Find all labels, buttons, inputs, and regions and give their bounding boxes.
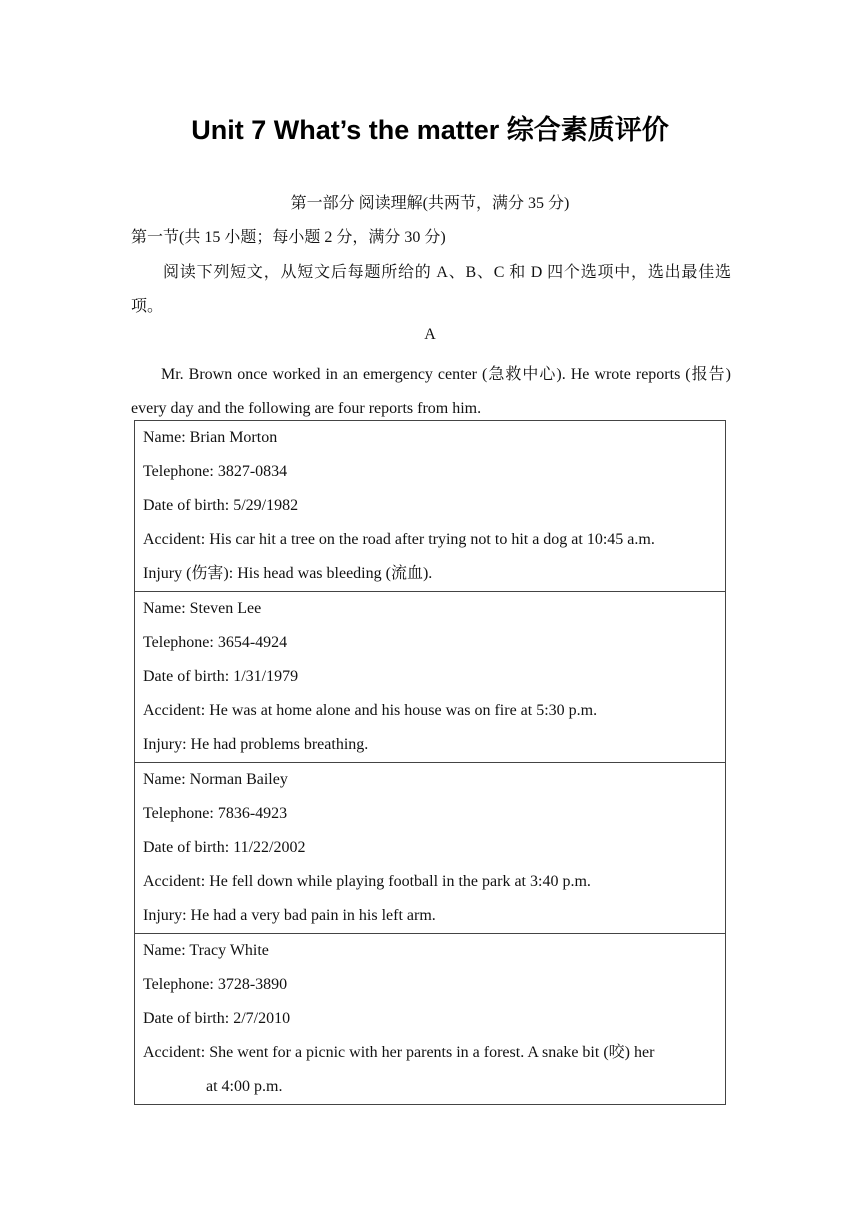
report-accident: Accident: He was at home alone and his house was on fire at 5:30 p.m. [143, 702, 598, 719]
report-name: Name: Norman Bailey [143, 771, 288, 788]
reading-instruction: 阅读下列短文，从短文后每题所给的 A、B、C 和 D 四个选项中，选出最佳选项。 [131, 264, 731, 315]
report-row [135, 592, 726, 763]
report-accident: Accident: He fell down while playing football in the park at 3:40 p.m. [143, 873, 591, 890]
report-cell-norman-bailey [135, 763, 726, 934]
section-heading: 第一节(共 15 小题；每小题 2 分，满分 30 分) [131, 229, 446, 246]
passage-intro: Mr. Brown once worked in an emergency center (急救中心). He wrote reports (报告) every day and the following are four reports from him. [131, 366, 731, 417]
report-birth-date: Date of birth: 1/31/1979 [143, 668, 299, 685]
report-accident: Accident: His car hit a tree on the road after trying not to hit a dog at 10:45 a.m. [143, 531, 655, 548]
report-telephone: Telephone: 3654-4924 [143, 634, 288, 651]
report-telephone: Telephone: 3728-3890 [143, 976, 288, 993]
report-row [135, 934, 726, 1105]
part-heading: 第一部分 阅读理解(共两节，满分 35 分) [290, 195, 570, 212]
report-injury: Injury (伤害): His head was bleeding (流血). [143, 565, 433, 582]
document-title: Unit 7 What’s the matter 综合素质评价 [191, 115, 669, 145]
report-telephone: Telephone: 3827-0834 [143, 463, 288, 480]
report-birth-date: Date of birth: 11/22/2002 [143, 839, 306, 856]
report-accident-continued: at 4:00 p.m. [206, 1078, 283, 1095]
report-injury: Injury: He had problems breathing. [143, 736, 369, 753]
report-birth-date: Date of birth: 2/7/2010 [143, 1010, 291, 1027]
report-name: Name: Steven Lee [143, 600, 262, 617]
report-name: Name: Tracy White [143, 942, 269, 959]
report-accident: Accident: She went for a picnic with her parents in a forest. A snake bit (咬) her [143, 1044, 655, 1061]
report-name: Name: Brian Morton [143, 429, 278, 446]
report-injury: Injury: He had a very bad pain in his left arm. [143, 907, 436, 924]
report-birth-date: Date of birth: 5/29/1982 [143, 497, 299, 514]
report-telephone: Telephone: 7836-4923 [143, 805, 288, 822]
report-row [135, 421, 726, 592]
report-cell-tracy-white [135, 934, 726, 1105]
report-cell-brian-morton [135, 421, 726, 592]
reports-table [134, 420, 726, 1105]
report-cell-steven-lee [135, 592, 726, 763]
passage-label: A [424, 326, 436, 343]
report-row [135, 763, 726, 934]
